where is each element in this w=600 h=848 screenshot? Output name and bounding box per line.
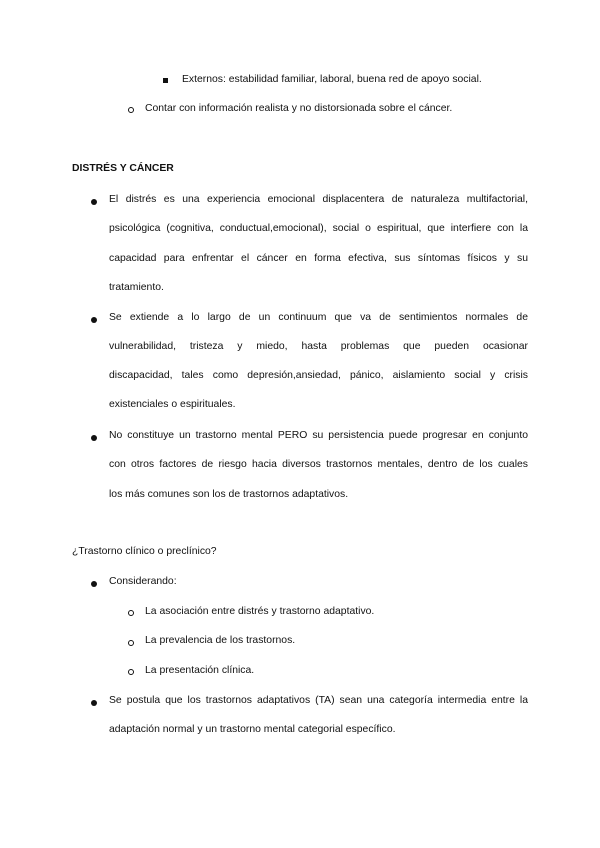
paragraph-line: Se postula que los trastornos adaptativos (TA) sean una categoría intermedia entre la bbox=[109, 695, 528, 706]
paragraph-line: capacidad para enfrentar el cáncer en forma efectiva, sus síntomas físicos y su bbox=[109, 253, 528, 264]
section-heading: DISTRÉS Y CÁNCER bbox=[72, 163, 174, 174]
paragraph-line: tratamiento. bbox=[109, 282, 164, 293]
dot-bullet-icon bbox=[91, 314, 97, 328]
list-item: La presentación clínica. bbox=[145, 665, 255, 676]
paragraph-line: discapacidad, tales como depresión,ansiedad, pánico, aislamiento social y crisis bbox=[109, 370, 528, 381]
circle-bullet-icon bbox=[128, 607, 134, 621]
square-bullet-icon bbox=[163, 74, 168, 88]
paragraph-line: El distrés es una experiencia emocional displacentera de naturaleza multifactorial, bbox=[109, 194, 528, 205]
list-item: Considerando: bbox=[109, 576, 177, 587]
paragraph-line: con otros factores de riesgo hacia diversos trastornos mentales, dentro de los cuales bbox=[109, 459, 528, 470]
circle-bullet-icon bbox=[128, 637, 134, 651]
list-item: La prevalencia de los trastornos. bbox=[145, 635, 296, 646]
list-item: Externos: estabilidad familiar, laboral, buena red de apoyo social. bbox=[182, 74, 482, 85]
list-item: La asociación entre distrés y trastorno adaptativo. bbox=[145, 606, 375, 617]
circle-bullet-icon bbox=[128, 666, 134, 680]
dot-bullet-icon bbox=[91, 697, 97, 711]
dot-bullet-icon bbox=[91, 432, 97, 446]
list-item: Contar con información realista y no distorsionada sobre el cáncer. bbox=[145, 103, 453, 114]
dot-bullet-icon bbox=[91, 196, 97, 210]
paragraph-line: psicológica (cognitiva, conductual,emocional), social o espiritual, que interfiere con la bbox=[109, 223, 528, 234]
paragraph-line: No constituye un trastorno mental PERO su persistencia puede progresar en conjunto bbox=[109, 430, 528, 441]
paragraph-line: vulnerabilidad, tristeza y miedo, hasta problemas que pueden ocasionar bbox=[109, 341, 528, 352]
subheading-question: ¿Trastorno clínico o preclínico? bbox=[72, 546, 217, 557]
dot-bullet-icon bbox=[91, 578, 97, 592]
circle-bullet-icon bbox=[128, 104, 134, 118]
paragraph-line: Se extiende a lo largo de un continuum que va de sentimientos normales de bbox=[109, 312, 528, 323]
paragraph-line: existenciales o espirituales. bbox=[109, 399, 236, 410]
paragraph-line: adaptación normal y un trastorno mental categorial específico. bbox=[109, 724, 396, 735]
paragraph-line: los más comunes son los de trastornos adaptativos. bbox=[109, 489, 349, 500]
